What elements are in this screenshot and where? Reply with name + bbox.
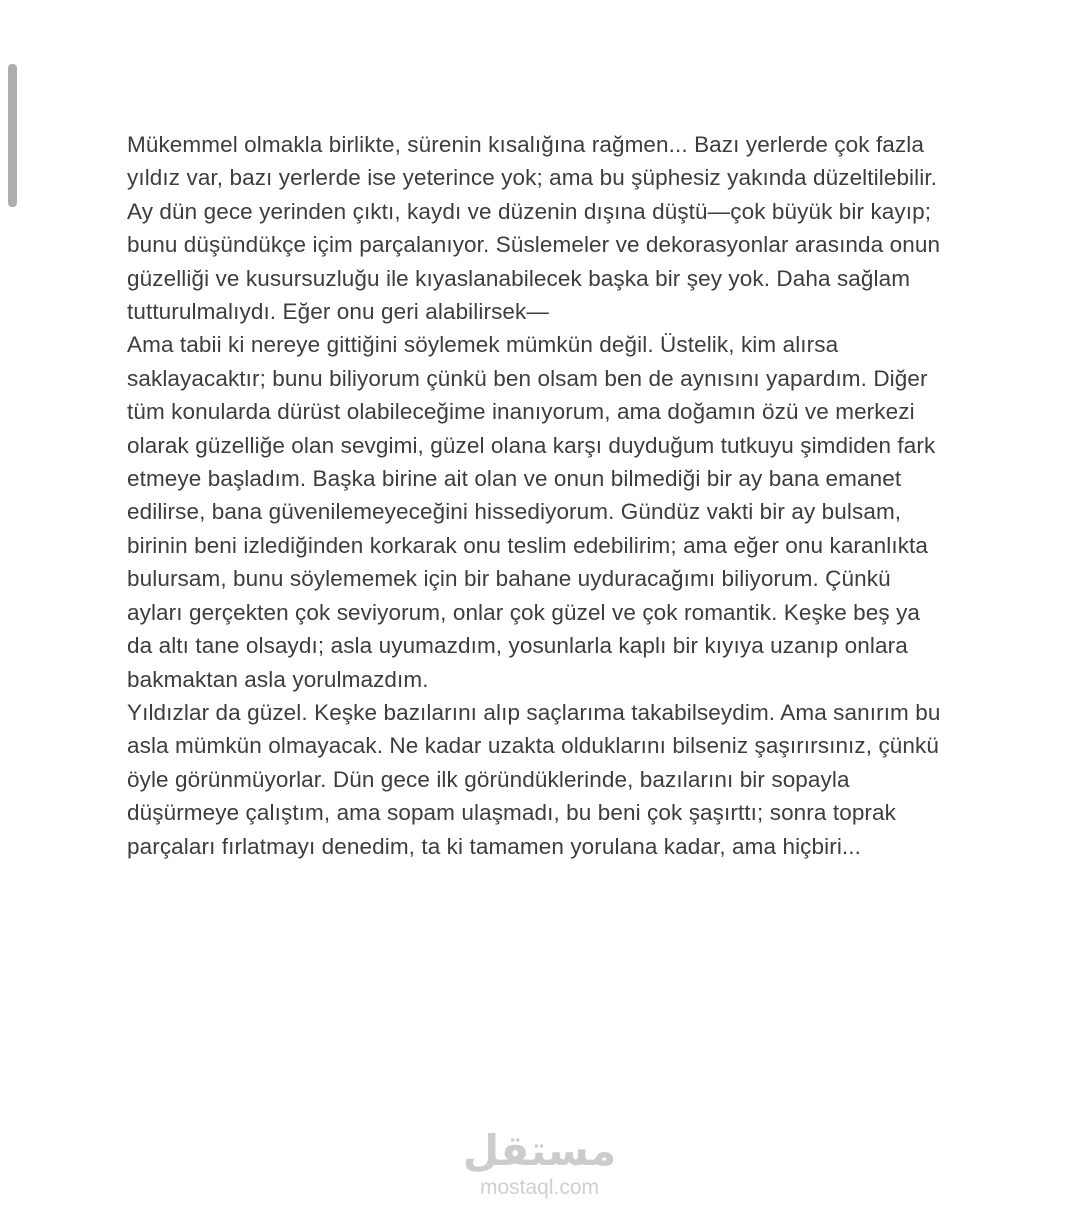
- paragraph: Ama tabii ki nereye gittiğini söylemek mümkün değil. Üstelik, kim alırsa saklayacaktır; bunu biliyorum çünkü ben olsam ben de aynısını yapardım. Diğer tüm konularda dürüst olabileceğime inanıyorum, ama doğamın özü ve merkezi olarak güzelliğe olan sevgimi, güzel olana karşı duyduğum tutkuyu şimdiden fark etmeye başladım. Başka birine ait olan ve onun bilmediği bir ay bana emanet edilirse, bana güvenilemeyeceğini hissediyorum. Gündüz vakti bir ay bulsam, birinin beni izlediğinden korkarak onu teslim edebilirim; ama eğer onu karanlıkta bulursam, bunu söylememek için bir bahane uyduracağımı biliyorum. Çünkü ayları gerçekten çok seviyorum, onlar çok güzel ve çok romantik. Keşke beş ya da altı tane olsaydı; asla uyumazdım, yosunlarla kaplı bir kıyıya uzanıp onlara bakmaktan asla yorulmazdım.: [127, 332, 936, 692]
- document-content: [127, 128, 945, 863]
- watermark-site-text: mostaql.com: [479, 1176, 600, 1199]
- scrollbar-thumb[interactable]: [8, 64, 17, 207]
- paragraph: Yıldızlar da güzel. Keşke bazılarını alıp saçlarıma takabilseydim. Ama sanırım bu asla mümkün olmayacak. Ne kadar uzakta olduklarını bilseniz şaşırırsınız, çünkü öyle görünmüyorlar. Dün gece ilk göründüklerinde, bazılarını bir sopayla düşürmeye çalıştım, ama sopam ulaşmadı, bu beni çok şaşırttı; sonra toprak parçaları fırlatmayı denedim, ta ki tamamen yorulana kadar, ama hiçbiri...: [127, 699, 941, 859]
- mostaql-logo: مستقل: [462, 1126, 617, 1175]
- watermark: [0, 1128, 1079, 1200]
- paragraph: Mükemmel olmakla birlikte, sürenin kısalığına rağmen... Bazı yerlerde çok fazla yıldız var, bazı yerlerde ise yeterince yok; ama bu şüphesiz yakında düzeltilebilir. Ay dün gece yerinden çıktı, kaydı ve düzenin dışına düştü—çok büyük bir kayıp; bunu düşündükçe içim parçalanıyor. Süslemeler ve dekorasyonlar arasında onun güzelliği ve kusursuzluğu ile kıyaslanabilecek başka bir şey yok. Daha sağlam tutturulmalıydı. Eğer onu geri alabilirsek—: [127, 132, 941, 325]
